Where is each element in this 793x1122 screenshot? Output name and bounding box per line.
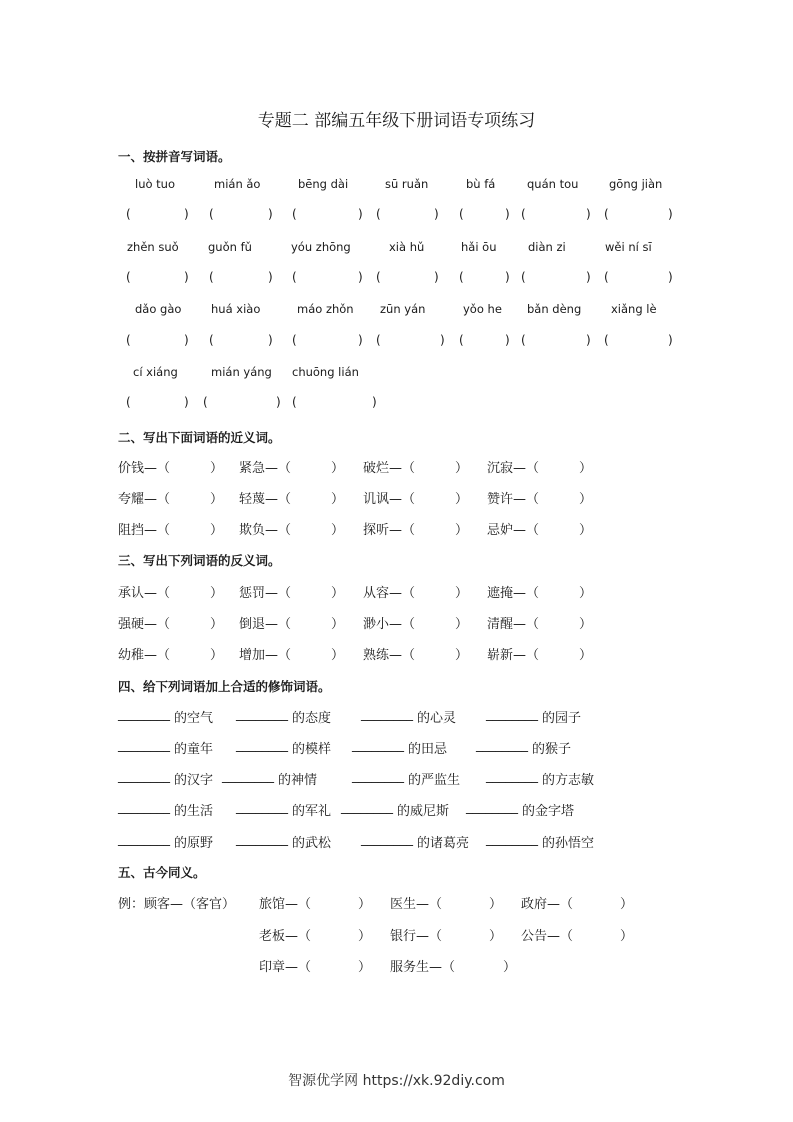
answer-paren-close: ) xyxy=(184,395,189,409)
answer-paren-close: ) xyxy=(276,395,281,409)
modifier-blank[interactable]: ________ xyxy=(118,800,170,815)
answer-paren-close: ) xyxy=(586,207,591,221)
pinyin-word: zhěn suǒ xyxy=(127,240,179,254)
ancient-paren-close: ） xyxy=(620,929,634,944)
ancient-paren-close: ） xyxy=(358,960,372,975)
ancient-item: 旅馆—（ xyxy=(259,897,312,912)
antonym-paren-close: ） xyxy=(210,586,224,601)
pinyin-word: cí xiáng xyxy=(133,365,178,379)
antonym-item: 清醒—（ xyxy=(487,617,540,632)
modifier-blank[interactable]: ________ xyxy=(486,769,538,784)
ancient-paren-close: ） xyxy=(358,929,372,944)
answer-paren-close: ) xyxy=(434,270,439,284)
ancient-item: 医生—（ xyxy=(390,897,443,912)
ancient-paren-close: ） xyxy=(489,929,503,944)
modifier-word: 的武松 xyxy=(292,836,332,851)
modifier-blank[interactable]: ________ xyxy=(486,707,538,722)
synonym-item: 沉寂—（ xyxy=(487,461,540,476)
modifier-word: 的威尼斯 xyxy=(397,804,450,819)
antonym-paren-close: ） xyxy=(579,586,593,601)
antonym-paren-close: ） xyxy=(210,617,224,632)
pinyin-word: gōng jiàn xyxy=(609,177,663,191)
ancient-example: 例：顾客—（客官） xyxy=(118,897,236,912)
antonym-paren-close: ） xyxy=(331,648,345,663)
synonym-item: 夸耀—（ xyxy=(118,492,171,507)
modifier-word: 的原野 xyxy=(174,836,214,851)
synonym-item: 欺负—（ xyxy=(239,523,292,538)
modifier-word: 的严监生 xyxy=(408,773,461,788)
pinyin-word: bǎn dèng xyxy=(527,302,582,316)
answer-paren-open: ( xyxy=(459,270,464,284)
modifier-word: 的空气 xyxy=(174,711,214,726)
antonym-item: 遮掩—（ xyxy=(487,586,540,601)
synonym-item: 讥讽—（ xyxy=(363,492,416,507)
synonym-item: 价钱—（ xyxy=(118,461,171,476)
answer-paren-open: ( xyxy=(521,270,526,284)
pinyin-word: sū ruǎn xyxy=(385,177,429,191)
answer-paren-close: ) xyxy=(184,270,189,284)
synonym-paren-close: ） xyxy=(455,461,469,476)
antonym-paren-close: ） xyxy=(579,648,593,663)
antonym-paren-close: ） xyxy=(579,617,593,632)
answer-paren-open: ( xyxy=(209,207,214,221)
synonym-paren-close: ） xyxy=(210,492,224,507)
answer-paren-open: ( xyxy=(376,333,381,347)
antonym-paren-close: ） xyxy=(331,586,345,601)
synonym-item: 赞许—（ xyxy=(487,492,540,507)
answer-paren-close: ) xyxy=(505,270,510,284)
ancient-paren-close: ） xyxy=(358,897,372,912)
answer-paren-close: ) xyxy=(184,207,189,221)
modifier-blank[interactable]: ________ xyxy=(352,769,404,784)
ancient-paren-close: ） xyxy=(489,897,503,912)
pinyin-word: quán tou xyxy=(527,177,579,191)
modifier-word: 的田忌 xyxy=(408,742,448,757)
section-4-heading: 四、给下列词语加上合适的修饰词语。 xyxy=(118,679,331,694)
modifier-word: 的猴子 xyxy=(532,742,572,757)
synonym-paren-close: ） xyxy=(579,461,593,476)
answer-paren-close: ) xyxy=(668,270,673,284)
ancient-item: 服务生—（ xyxy=(390,960,456,975)
antonym-paren-close: ） xyxy=(455,586,469,601)
pinyin-word: huá xiào xyxy=(211,302,261,316)
modifier-blank[interactable]: ________ xyxy=(236,800,288,815)
pinyin-word: hǎi ōu xyxy=(461,240,497,254)
answer-paren-open: ( xyxy=(376,207,381,221)
modifier-blank[interactable]: ________ xyxy=(476,738,528,753)
antonym-paren-close: ） xyxy=(455,617,469,632)
answer-paren-close: ) xyxy=(586,270,591,284)
synonym-paren-close: ） xyxy=(455,492,469,507)
answer-paren-open: ( xyxy=(203,395,208,409)
answer-paren-open: ( xyxy=(376,270,381,284)
ancient-item: 印章—（ xyxy=(259,960,312,975)
answer-paren-close: ) xyxy=(268,333,273,347)
section-1-heading: 一、按拼音写词语。 xyxy=(118,149,231,164)
synonym-item: 轻蔑—（ xyxy=(239,492,292,507)
antonym-item: 从容—（ xyxy=(363,586,416,601)
antonym-item: 渺小—（ xyxy=(363,617,416,632)
answer-paren-open: ( xyxy=(292,333,297,347)
synonym-item: 探听—（ xyxy=(363,523,416,538)
modifier-blank[interactable]: ________ xyxy=(222,769,274,784)
answer-paren-open: ( xyxy=(459,207,464,221)
answer-paren-close: ) xyxy=(372,395,377,409)
pinyin-word: yǒo he xyxy=(463,302,502,316)
modifier-blank[interactable]: ________ xyxy=(352,738,404,753)
antonym-item: 增加—（ xyxy=(239,648,292,663)
answer-paren-open: ( xyxy=(604,207,609,221)
pinyin-word: mián ǎo xyxy=(214,177,261,191)
modifier-blank[interactable]: ________ xyxy=(361,707,413,722)
pinyin-word: wěi ní sī xyxy=(605,240,652,254)
answer-paren-open: ( xyxy=(604,333,609,347)
synonym-item: 阻挡—（ xyxy=(118,523,171,538)
modifier-blank[interactable]: ________ xyxy=(486,832,538,847)
synonym-paren-close: ） xyxy=(455,523,469,538)
synonym-paren-close: ） xyxy=(579,492,593,507)
pinyin-word: diàn zi xyxy=(528,240,566,254)
antonym-item: 强硬—（ xyxy=(118,617,171,632)
pinyin-word: bēng dài xyxy=(298,177,349,191)
modifier-word: 的神情 xyxy=(278,773,318,788)
modifier-blank[interactable]: ________ xyxy=(118,738,170,753)
answer-paren-open: ( xyxy=(126,395,131,409)
answer-paren-close: ) xyxy=(358,207,363,221)
pinyin-word: máo zhǒn xyxy=(297,302,354,316)
modifier-blank[interactable]: ________ xyxy=(118,832,170,847)
answer-paren-open: ( xyxy=(292,395,297,409)
pinyin-word: guǒn fǔ xyxy=(208,240,252,254)
ancient-item: 公告—（ xyxy=(521,929,574,944)
antonym-paren-close: ） xyxy=(210,648,224,663)
answer-paren-open: ( xyxy=(292,207,297,221)
synonym-paren-close: ） xyxy=(331,523,345,538)
answer-paren-open: ( xyxy=(521,207,526,221)
synonym-paren-close: ） xyxy=(210,461,224,476)
ancient-item: 政府—（ xyxy=(521,897,574,912)
antonym-item: 熟练—（ xyxy=(363,648,416,663)
footer-watermark: 智源优学网 https://xk.92diy.com xyxy=(288,1073,505,1089)
answer-paren-open: ( xyxy=(292,270,297,284)
ancient-paren-close: ） xyxy=(620,897,634,912)
antonym-item: 幼稚—（ xyxy=(118,648,171,663)
synonym-item: 忌妒—（ xyxy=(487,523,540,538)
answer-paren-close: ) xyxy=(505,207,510,221)
antonym-item: 惩罚—（ xyxy=(239,586,292,601)
modifier-blank[interactable]: ________ xyxy=(236,832,288,847)
pinyin-word: xià hǔ xyxy=(389,240,425,254)
answer-paren-close: ) xyxy=(184,333,189,347)
answer-paren-close: ) xyxy=(358,270,363,284)
answer-paren-open: ( xyxy=(209,270,214,284)
answer-paren-open: ( xyxy=(521,333,526,347)
section-3-heading: 三、写出下列词语的反义词。 xyxy=(118,553,281,568)
answer-paren-close: ) xyxy=(358,333,363,347)
answer-paren-close: ) xyxy=(268,270,273,284)
answer-paren-close: ) xyxy=(668,333,673,347)
pinyin-word: xiǎng lè xyxy=(611,302,657,316)
pinyin-word: luò tuo xyxy=(135,177,176,191)
answer-paren-close: ) xyxy=(505,333,510,347)
answer-paren-close: ) xyxy=(434,207,439,221)
synonym-paren-close: ） xyxy=(579,523,593,538)
answer-paren-open: ( xyxy=(126,270,131,284)
ancient-item: 银行—（ xyxy=(390,929,443,944)
answer-paren-open: ( xyxy=(126,207,131,221)
answer-paren-close: ) xyxy=(268,207,273,221)
answer-paren-open: ( xyxy=(209,333,214,347)
pinyin-word: zūn yán xyxy=(380,302,426,316)
modifier-word: 的生活 xyxy=(174,804,214,819)
modifier-word: 的方志敏 xyxy=(542,773,595,788)
pinyin-word: mián yáng xyxy=(211,365,272,379)
antonym-paren-close: ） xyxy=(331,617,345,632)
answer-paren-open: ( xyxy=(604,270,609,284)
answer-paren-close: ) xyxy=(668,207,673,221)
modifier-blank[interactable]: ________ xyxy=(236,707,288,722)
synonym-paren-close: ） xyxy=(331,461,345,476)
modifier-word: 的金字塔 xyxy=(522,804,575,819)
synonym-item: 紧急—（ xyxy=(239,461,292,476)
answer-paren-close: ) xyxy=(586,333,591,347)
pinyin-word: bù fá xyxy=(466,177,496,191)
antonym-item: 崭新—（ xyxy=(487,648,540,663)
antonym-paren-close: ） xyxy=(455,648,469,663)
antonym-item: 倒退—（ xyxy=(239,617,292,632)
antonym-item: 承认—（ xyxy=(118,586,171,601)
answer-paren-open: ( xyxy=(126,333,131,347)
pinyin-word: yóu zhōng xyxy=(291,240,351,254)
modifier-blank[interactable]: ________ xyxy=(118,707,170,722)
modifier-word: 的童年 xyxy=(174,742,214,757)
modifier-blank[interactable]: ________ xyxy=(341,800,393,815)
modifier-word: 的军礼 xyxy=(292,804,332,819)
modifier-blank[interactable]: ________ xyxy=(361,832,413,847)
answer-paren-open: ( xyxy=(459,333,464,347)
page-title: 专题二 部编五年级下册词语专项练习 xyxy=(257,111,536,131)
synonym-item: 破烂—（ xyxy=(363,461,416,476)
ancient-item: 老板—（ xyxy=(259,929,312,944)
pinyin-word: chuōng lián xyxy=(292,365,359,379)
modifier-word: 的汉字 xyxy=(174,773,214,788)
modifier-blank[interactable]: ________ xyxy=(236,738,288,753)
section-5-heading: 五、古今同义。 xyxy=(118,865,206,880)
modifier-word: 的园子 xyxy=(542,711,582,726)
ancient-paren-close: ） xyxy=(503,960,517,975)
answer-paren-close: ) xyxy=(440,333,445,347)
modifier-blank[interactable]: ________ xyxy=(118,769,170,784)
pinyin-word: dǎo gào xyxy=(135,302,182,316)
modifier-word: 的态度 xyxy=(292,711,332,726)
modifier-word: 的模样 xyxy=(292,742,332,757)
modifier-word: 的孙悟空 xyxy=(542,836,595,851)
modifier-blank[interactable]: ________ xyxy=(466,800,518,815)
section-2-heading: 二、写出下面词语的近义词。 xyxy=(118,430,281,445)
synonym-paren-close: ） xyxy=(331,492,345,507)
modifier-word: 的诸葛亮 xyxy=(417,836,470,851)
synonym-paren-close: ） xyxy=(210,523,224,538)
modifier-word: 的心灵 xyxy=(417,711,457,726)
